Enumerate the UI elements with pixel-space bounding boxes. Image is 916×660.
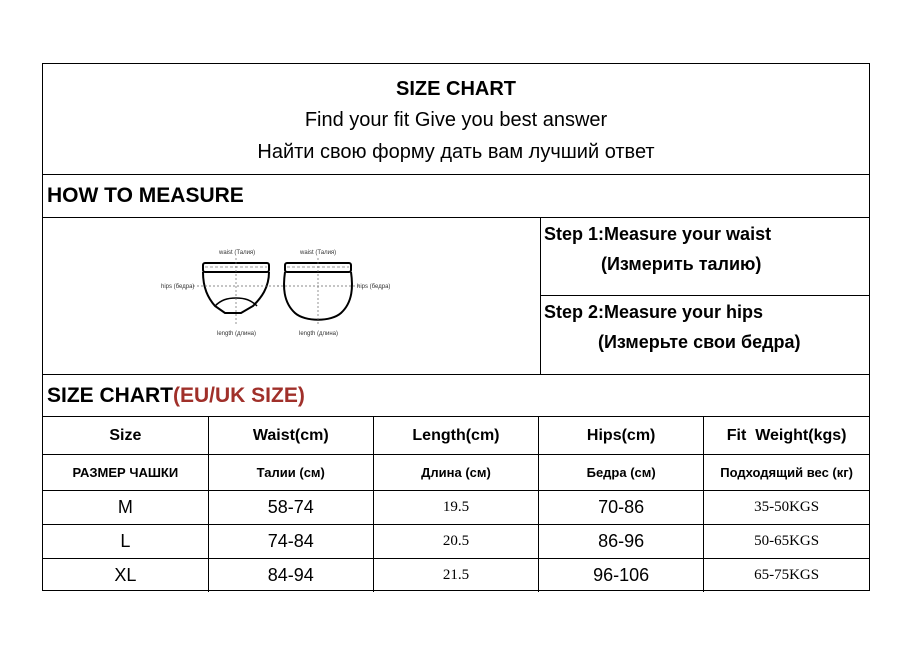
length-label-front: length (длина) — [217, 331, 257, 337]
front-panty-icon — [193, 258, 279, 326]
step-waist — [541, 218, 869, 296]
length-label-back: length (длина) — [299, 331, 339, 337]
header-length: Length(cm) — [373, 417, 538, 455]
header-weight-ru: Подходящий вес (кг) — [704, 455, 869, 491]
size-chart-sheet — [42, 63, 870, 591]
hips-cell: 70-86 — [539, 491, 704, 525]
size-cell: L — [43, 525, 208, 559]
step-hips — [541, 296, 869, 373]
header-waist-ru: Талии (см) — [208, 455, 373, 491]
weight-cell: 65-75KGS — [704, 559, 869, 593]
length-cell: 20.5 — [373, 525, 538, 559]
header-hips-ru: Бедра (см) — [539, 455, 704, 491]
measure-section — [43, 218, 869, 375]
size-cell: M — [43, 491, 208, 525]
waist-cell: 84-94 — [208, 559, 373, 593]
measure-steps — [541, 218, 869, 374]
waist-cell: 74-84 — [208, 525, 373, 559]
back-panty-icon — [277, 258, 361, 326]
step-waist-ru: (Измерить талию) — [601, 254, 762, 274]
hips-cell: 96-106 — [539, 559, 704, 593]
size-cell: XL — [43, 559, 208, 593]
how-to-measure-heading: HOW TO MEASURE — [43, 175, 869, 218]
size-chart-heading-text: SIZE CHART — [47, 384, 173, 407]
header-waist: Waist(cm) — [208, 417, 373, 455]
table-row — [43, 525, 869, 559]
header-size-ru: РАЗМЕР ЧАШКИ — [43, 455, 208, 491]
hips-label-back: hips (бедра) — [357, 284, 391, 290]
header-weight: Fit Weight(kgs) — [704, 417, 869, 455]
table-header-row-ru — [43, 455, 869, 491]
step-hips-title: Step 2:Measure your hips — [544, 302, 764, 322]
size-chart-heading — [43, 375, 869, 417]
step-hips-ru: (Измерьте свои бедра) — [598, 332, 801, 352]
chart-header — [43, 64, 869, 175]
size-chart-heading-suffix: (EU/UK SIZE) — [173, 384, 305, 407]
step-waist-title: Step 1:Measure your waist — [544, 224, 772, 244]
hips-cell: 86-96 — [539, 525, 704, 559]
subtitle-ru: Найти свою форму дать вам лучший ответ — [257, 141, 655, 163]
subtitle-en: Find your fit Give you best answer — [304, 109, 608, 131]
header-length-ru: Длина (см) — [373, 455, 538, 491]
table-row — [43, 559, 869, 593]
weight-cell: 50-65KGS — [704, 525, 869, 559]
chart-title: SIZE CHART — [396, 78, 516, 100]
table-header-row-en — [43, 417, 869, 455]
waist-label-front: waist (Талия) — [219, 250, 256, 256]
panty-diagram-illustration — [43, 218, 540, 374]
header-hips: Hips(cm) — [539, 417, 704, 455]
measure-diagram — [43, 218, 541, 374]
length-cell: 19.5 — [373, 491, 538, 525]
weight-cell: 35-50KGS — [704, 491, 869, 525]
length-cell: 21.5 — [373, 559, 538, 593]
hips-label-front: hips (бедра) — [161, 284, 195, 290]
waist-cell: 58-74 — [208, 491, 373, 525]
size-table — [43, 417, 869, 592]
table-row — [43, 491, 869, 525]
waist-label-back: waist (Талия) — [300, 250, 337, 256]
header-size: Size — [43, 417, 208, 455]
